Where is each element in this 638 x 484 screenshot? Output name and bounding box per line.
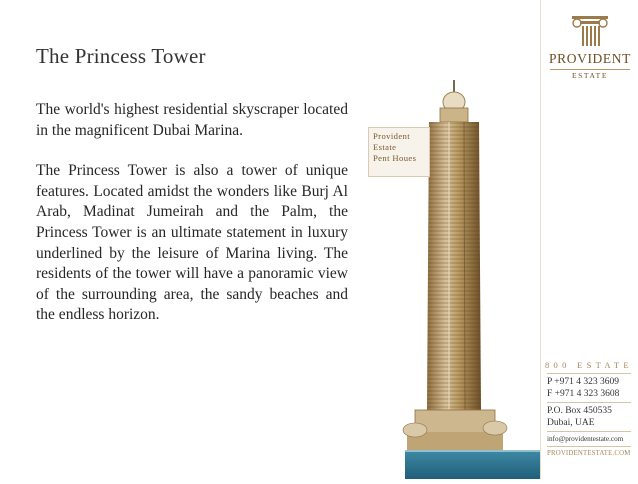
email-link[interactable]: info@providentestate.com bbox=[547, 435, 624, 443]
divider-1 bbox=[547, 373, 631, 374]
divider-4 bbox=[547, 446, 631, 447]
badge-line-3: Pent Houes bbox=[373, 153, 417, 163]
paragraph-intro: The world's highest residential skyscraper located in the magnificent Dubai Marina. bbox=[36, 101, 348, 139]
slide-title: The Princess Tower bbox=[36, 44, 206, 68]
logo-name: PROVIDENT bbox=[549, 51, 631, 66]
city: Dubai, UAE bbox=[547, 418, 595, 428]
logo-divider bbox=[550, 69, 630, 70]
po-box: P.O. Box 450535 bbox=[547, 406, 612, 416]
contact-sidebar bbox=[540, 0, 638, 479]
provident-penthouse-badge bbox=[368, 127, 430, 177]
divider-2 bbox=[547, 402, 631, 403]
divider-3 bbox=[547, 431, 631, 432]
fax-number: F +971 4 323 3608 bbox=[547, 389, 620, 399]
badge-line-1: Provident bbox=[373, 131, 411, 141]
slide-body bbox=[36, 100, 348, 346]
phone-number: P +971 4 323 3609 bbox=[547, 377, 620, 387]
paragraph-features: The Princess Tower is also a tower of unique features. Located amidst the wonders like Burj Al Arab, Madinat Jumeirah and the Palm, the Princess Tower is an ultimate statement in luxury underlined by the leisure of Marina living. The residents of the tower will have a panoramic view of the surrounding area, the sandy beaches and the endless horizon. bbox=[36, 162, 348, 324]
provident-logo bbox=[541, 14, 638, 80]
website-link[interactable]: PROVIDENTESTATE.COM bbox=[547, 450, 631, 457]
hotline-number: 800 ESTATE bbox=[545, 360, 633, 370]
badge-line-2: Estate bbox=[373, 142, 397, 152]
logo-subtitle: ESTATE bbox=[571, 71, 609, 80]
column-capital-icon bbox=[570, 14, 610, 48]
